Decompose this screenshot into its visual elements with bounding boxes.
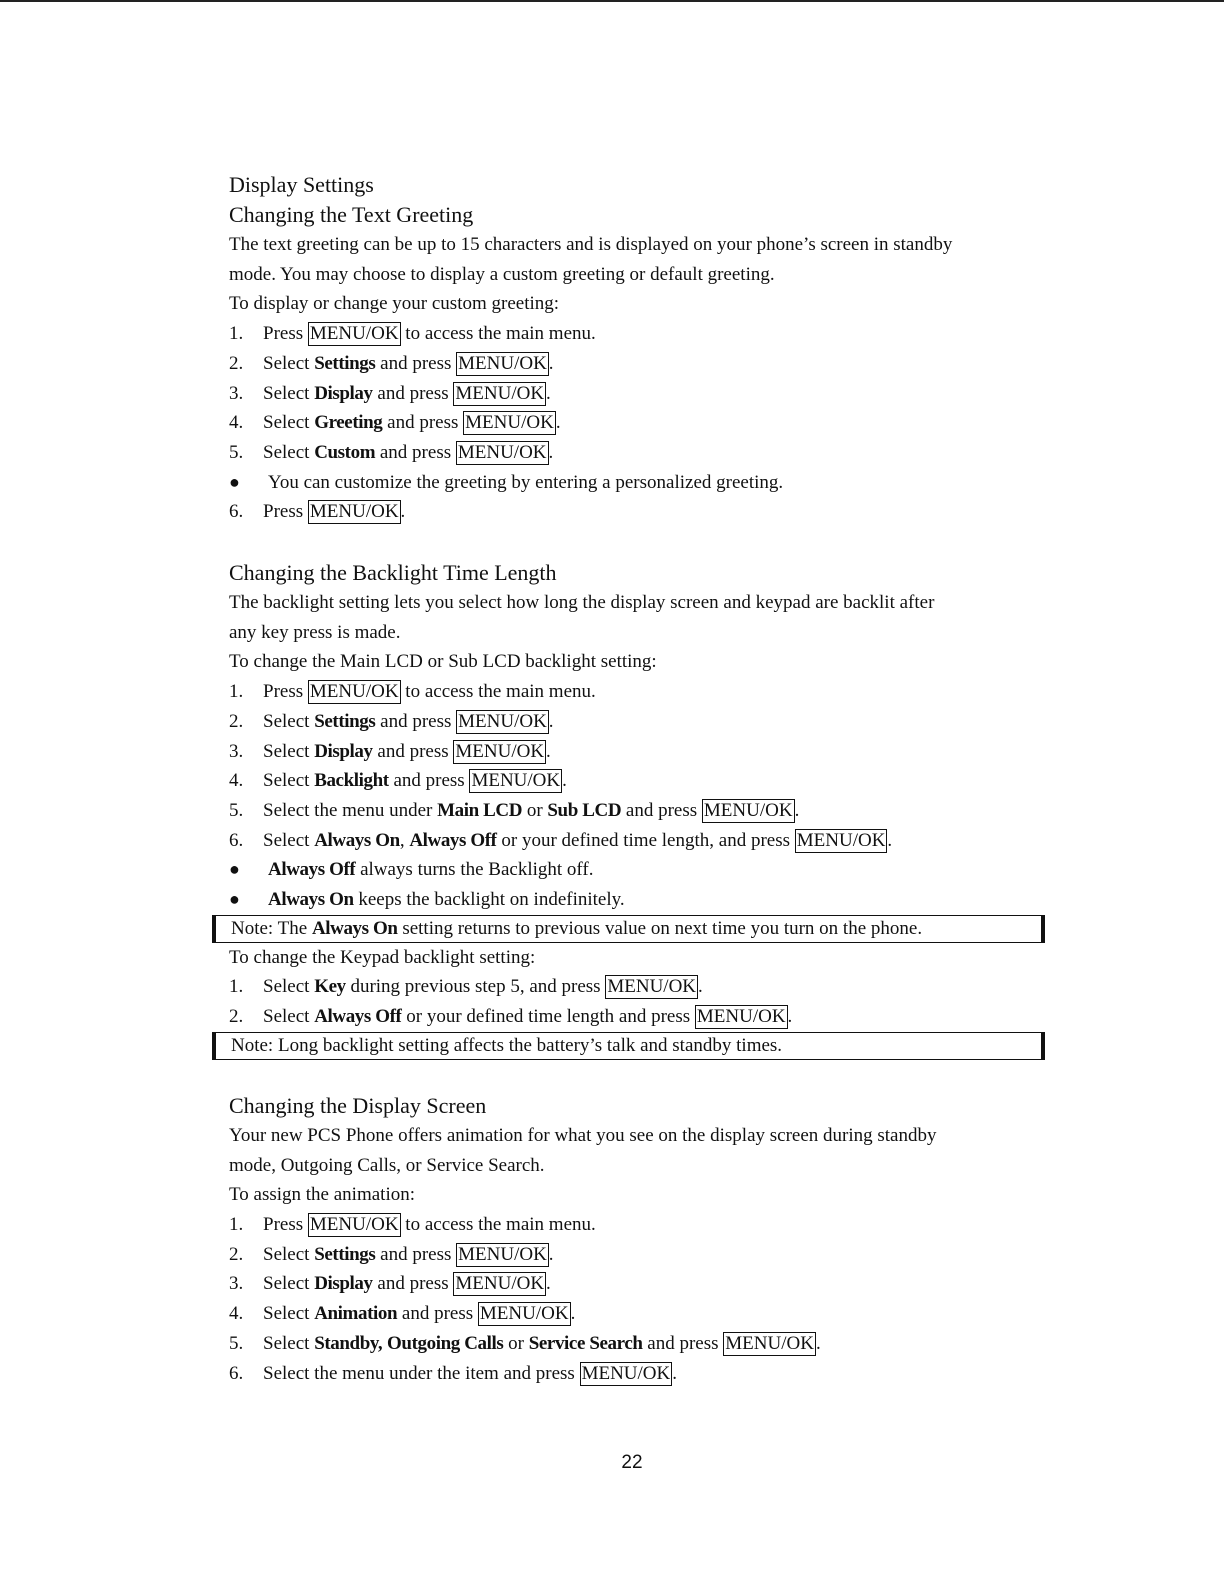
menu-ok-key: MENU/OK [455, 740, 545, 762]
menu-ok-key: MENU/OK [796, 829, 886, 851]
menu-ok-key: MENU/OK [455, 1273, 545, 1295]
step-number: 5. [229, 1332, 244, 1354]
note-label: Note: [231, 917, 274, 939]
section-heading: Display Settings [229, 172, 374, 197]
menu-settings: Settings [314, 352, 376, 374]
bullet-text: always turns the Backlight off. [360, 859, 594, 881]
step-1 [229, 677, 1059, 707]
menu-ok-key: MENU/OK [471, 770, 561, 792]
step-text: and press [380, 1243, 452, 1265]
step-text: and press [377, 740, 449, 762]
note-text: Long backlight setting affects the battery’s talk and standby times. [277, 1034, 783, 1056]
step-number: 1. [229, 976, 244, 998]
step-4: 4. Select Greeting and press MENU/OK . [229, 408, 1059, 438]
top-rule [0, 0, 1224, 2]
step-2: 2. Select Settings and press MENU/OK . [229, 1240, 1059, 1270]
step-4: 4. Select Backlight and press MENU/OK . [229, 766, 1059, 796]
option-always-on: Always On [314, 829, 400, 851]
menu-ok-key: MENU/OK [479, 1303, 569, 1325]
step-number: 6. [229, 829, 244, 851]
step-number: 1. [229, 681, 244, 703]
option-always-off: Always Off [268, 859, 356, 881]
step-text: Press [263, 681, 304, 703]
menu-ok-key: MENU/OK [465, 412, 554, 434]
keypad-lead: To change the Keypad backlight setting: [229, 946, 536, 968]
option-standby: Standby, [314, 1332, 383, 1354]
step-text: during previous step 5, and press [350, 976, 601, 998]
section-backlight [229, 558, 1059, 1060]
note-label: Note: [231, 1034, 274, 1056]
step-number: 6. [229, 501, 244, 523]
step-text: and press [380, 710, 452, 732]
menu-ok-key: MENU/OK [703, 799, 793, 821]
step-number: 2. [229, 1243, 244, 1265]
heading-display-screen: Changing the Display Screen [229, 1092, 487, 1118]
step-number: 2. [229, 710, 244, 732]
step-text: Select [263, 976, 310, 998]
menu-ok-key: MENU/OK [309, 681, 399, 703]
keypad-step-2: 2. Select Always Off or your defined time length and press MENU/OK . [229, 1002, 1059, 1032]
steps-lead: To change the Main LCD or Sub LCD backlight setting: [229, 651, 657, 673]
step-2: 2. Select Settings and press MENU/OK . [229, 707, 1059, 737]
step-number: 5. [229, 799, 244, 821]
step-text: or your defined time length and press [406, 1006, 691, 1028]
menu-key: Key [314, 976, 346, 998]
step-number: 6. [229, 1362, 244, 1384]
step-text: or [526, 799, 543, 821]
step-text: Select [263, 829, 310, 851]
step-text: Select [263, 352, 310, 374]
menu-settings: Settings [314, 1243, 376, 1265]
step-4: 4. Select Animation and press MENU/OK . [229, 1299, 1059, 1329]
menu-display: Display [314, 1273, 373, 1295]
step-text: to access the main menu. [405, 323, 596, 345]
bullet-always-on [229, 885, 1059, 915]
step-6: 6. Select the menu under the item and press MENU/OK . [229, 1359, 1059, 1389]
step-text: Select [263, 770, 310, 792]
step-number: 4. [229, 770, 244, 792]
section-gap [229, 527, 1059, 558]
step-3: 3. Select Display and press MENU/OK . [229, 1269, 1059, 1299]
menu-ok-key: MENU/OK [607, 976, 697, 998]
bullet-icon: ● [229, 889, 240, 910]
step-number: 4. [229, 412, 244, 434]
step-number: 2. [229, 352, 244, 374]
step-number: 3. [229, 1273, 244, 1295]
menu-ok-key: MENU/OK [458, 710, 547, 732]
intro-line-1: Your new PCS Phone offers animation for what you see on the display screen during standby [229, 1124, 937, 1146]
menu-ok-key: MENU/OK [696, 1006, 786, 1028]
bullet-text: keeps the backlight on indefinitely. [358, 889, 625, 911]
step-1 [229, 319, 1059, 349]
step-text: and press [393, 770, 465, 792]
step-number: 3. [229, 382, 244, 404]
step-text: Select [263, 441, 310, 463]
step-text: and press [387, 412, 459, 434]
keypad-step-1: 1. Select Key during previous step 5, and press MENU/OK . [229, 972, 1059, 1002]
step-number: 2. [229, 1006, 244, 1028]
step-text: and press [379, 441, 452, 463]
step-text: Press [263, 501, 304, 523]
step-text: and press [625, 799, 698, 821]
page-number: 22 [621, 1452, 643, 1473]
note-text: setting returns to previous value on next time you turn on the phone. [402, 917, 923, 939]
step-text: and press [377, 382, 449, 404]
step-number: 4. [229, 1303, 244, 1325]
step-text: Press [263, 1213, 304, 1235]
step-text: to access the main menu. [405, 1213, 596, 1235]
step-5: 5. Select the menu under Main LCD or Sub LCD and press MENU/OK . [229, 796, 1059, 826]
menu-ok-key: MENU/OK [458, 1243, 547, 1265]
menu-ok-key: MENU/OK [309, 323, 399, 345]
step-text: Select [263, 710, 310, 732]
step-text: Select [263, 382, 310, 404]
step-text: Select [263, 1273, 310, 1295]
step-number: 3. [229, 740, 244, 762]
heading-backlight: Changing the Backlight Time Length [229, 560, 557, 586]
menu-backlight: Backlight [314, 770, 389, 792]
option-outgoing-calls: Outgoing Calls [387, 1332, 504, 1354]
menu-greeting: Greeting [314, 412, 383, 434]
section-text-greeting [229, 170, 1059, 527]
intro-line-1: The text greeting can be up to 15 characters and is displayed on your phone’s screen in standby [229, 234, 953, 255]
menu-ok-key: MENU/OK [457, 441, 547, 463]
intro-line-2: mode. You may choose to display a custom greeting or default greeting. [229, 263, 775, 285]
menu-ok-key: MENU/OK [309, 1213, 399, 1235]
step-text: and press [647, 1332, 719, 1354]
option-service-search: Service Search [528, 1332, 643, 1354]
option-always-off: Always Off [409, 829, 497, 851]
menu-main-lcd: Main LCD [437, 799, 523, 821]
menu-custom: Custom [314, 441, 376, 463]
note-box-always-on [212, 915, 1045, 943]
step-text: Press [263, 323, 304, 345]
step-5: 5. Select Custom and press MENU/OK . [229, 438, 1059, 468]
intro-line-1: The backlight setting lets you select how long the display screen and keypad are backlit after [229, 592, 935, 614]
step-6: 6. Select Always On, Always Off or your defined time length, and press MENU/OK . [229, 826, 1059, 856]
step-text: Select [263, 740, 310, 762]
step-1 [229, 1210, 1059, 1240]
step-text: Select [263, 1332, 310, 1354]
section-display-screen [229, 1091, 1059, 1388]
step-5: 5. Select Standby, Outgoing Calls or Service Search and press MENU/OK . [229, 1329, 1059, 1359]
option-always-off: Always Off [314, 1006, 402, 1028]
bullet-icon: ● [229, 471, 240, 492]
menu-ok-key: MENU/OK [455, 382, 545, 404]
note-text: The [277, 917, 308, 939]
step-2: 2. Select Settings and press MENU/OK . [229, 349, 1059, 379]
bullet-text: You can customize the greeting by entering a personalized greeting. [268, 471, 784, 493]
manual-page [229, 170, 1059, 1388]
step-number: 5. [229, 441, 244, 463]
menu-display: Display [314, 740, 373, 762]
step-text: and press [401, 1303, 474, 1325]
step-text: Select [263, 1303, 310, 1325]
step-text: Select [263, 412, 310, 434]
step-number: 1. [229, 1213, 244, 1235]
step-6: 6. Press MENU/OK . [229, 497, 1059, 527]
section-gap [229, 1060, 1059, 1091]
note-box-battery [212, 1032, 1045, 1060]
menu-ok-key: MENU/OK [309, 501, 399, 523]
bullet-icon: ● [229, 859, 240, 880]
step-text: Select [263, 1243, 310, 1265]
step-3: 3. Select Display and press MENU/OK . [229, 737, 1059, 767]
step-3: 3. Select Display and press MENU/OK . [229, 379, 1059, 409]
step-text: or [508, 1332, 524, 1354]
step-text: and press [377, 1273, 449, 1295]
option-always-on: Always On [311, 917, 398, 939]
step-number: 1. [229, 323, 244, 345]
menu-ok-key: MENU/OK [458, 352, 547, 374]
bullet-always-off [229, 855, 1059, 885]
menu-ok-key: MENU/OK [725, 1332, 814, 1354]
menu-display: Display [314, 382, 373, 404]
menu-ok-key: MENU/OK [581, 1362, 671, 1384]
intro-line-2: any key press is made. [229, 621, 401, 643]
heading-text-greeting: Changing the Text Greeting [229, 202, 474, 227]
step-text: or your defined time length, and press [501, 829, 790, 851]
steps-lead: To assign the animation: [229, 1184, 416, 1206]
intro-line-2: mode, Outgoing Calls, or Service Search. [229, 1154, 545, 1176]
option-always-on: Always On [268, 889, 354, 911]
menu-sub-lcd: Sub LCD [547, 799, 622, 821]
step-text: and press [380, 352, 452, 374]
step-text: Select the menu under the item and press [263, 1362, 575, 1384]
menu-animation: Animation [314, 1303, 398, 1325]
menu-settings: Settings [314, 710, 376, 732]
step-text: Select the menu under [263, 799, 433, 821]
step-text: to access the main menu. [405, 681, 596, 703]
bullet-customize [229, 468, 1059, 498]
steps-lead: To display or change your custom greeting: [229, 293, 560, 315]
step-text: Select [263, 1006, 310, 1028]
